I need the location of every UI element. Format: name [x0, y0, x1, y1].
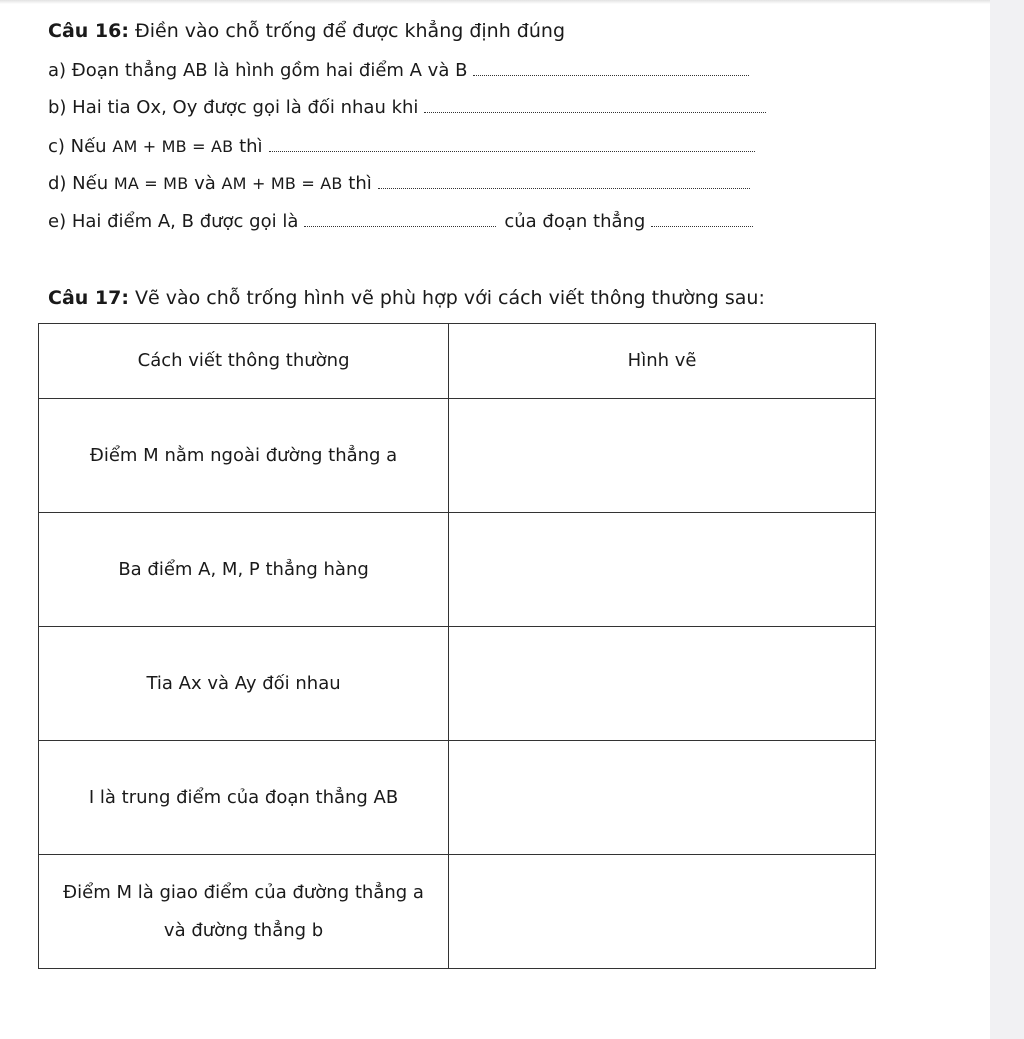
header-usual-notation: Cách viết thông thường [39, 324, 449, 399]
blank-line [304, 225, 496, 227]
q16-item-e-part1: e) Hai điểm A, B được gọi là [48, 211, 299, 232]
header-drawing: Hình vẽ [449, 324, 876, 399]
q16-item-a [48, 60, 749, 81]
row-5-notation [39, 855, 449, 969]
blank-line [378, 187, 750, 189]
table-row [39, 855, 876, 969]
row-5-notation-line-1: Điểm M là giao điểm của đường thẳng a [63, 881, 424, 903]
q16-item-b-text: b) Hai tia Ox, Oy được gọi là đối nhau khi [48, 97, 419, 118]
row-4-drawing-cell[interactable] [449, 741, 876, 855]
table-row [39, 399, 876, 513]
row-4-notation: I là trung điểm của đoạn thẳng AB [39, 741, 449, 855]
q16-item-c-suffix: thì [239, 136, 263, 157]
row-1-drawing-cell[interactable] [449, 399, 876, 513]
row-2-notation: Ba điểm A, M, P thẳng hàng [39, 513, 449, 627]
q16-title [48, 20, 565, 42]
blank-line [424, 111, 766, 113]
q16-item-c-prefix: c) Nếu [48, 136, 107, 157]
q16-item-d [48, 173, 750, 194]
row-1-notation: Điểm M nằm ngoài đường thẳng a [39, 399, 449, 513]
blank-line [651, 225, 753, 227]
q17-number: Câu 17: [48, 287, 129, 309]
q16-number: Câu 16: [48, 20, 129, 42]
q17-table [38, 323, 876, 969]
q16-item-a-text: a) Đoạn thẳng AB là hình gồm hai điểm A và B [48, 60, 468, 81]
row-2-drawing-cell[interactable] [449, 513, 876, 627]
q16-item-d-formula-2: AM + MB = AB [221, 174, 343, 193]
q16-item-c [48, 136, 755, 157]
table-header-row [39, 324, 876, 399]
table-row [39, 627, 876, 741]
q16-item-d-suffix: thì [348, 173, 372, 194]
q16-item-c-formula: AM + MB = AB [112, 137, 234, 156]
viewer-side-margin [990, 0, 1024, 1039]
q16-instruction: Điền vào chỗ trống để được khẳng định đúng [135, 20, 566, 42]
row-5-notation-line-2: và đường thẳng b [163, 919, 324, 941]
table-row [39, 741, 876, 855]
row-3-notation: Tia Ax và Ay đối nhau [39, 627, 449, 741]
q16-item-e [48, 211, 753, 232]
table-row [39, 513, 876, 627]
q16-item-e-part2: của đoạn thẳng [504, 211, 646, 232]
q16-item-d-formula-1: MA = MB [113, 174, 189, 193]
q16-item-d-prefix: d) Nếu [48, 173, 109, 194]
q16-item-b [48, 97, 766, 118]
q17-title [48, 287, 765, 309]
q16-item-d-mid: và [194, 173, 216, 194]
row-5-drawing-cell[interactable] [449, 855, 876, 969]
row-3-drawing-cell[interactable] [449, 627, 876, 741]
q17-instruction: Vẽ vào chỗ trống hình vẽ phù hợp với cách viết thông thường sau: [135, 287, 765, 309]
blank-line [269, 150, 755, 152]
blank-line [473, 74, 749, 76]
